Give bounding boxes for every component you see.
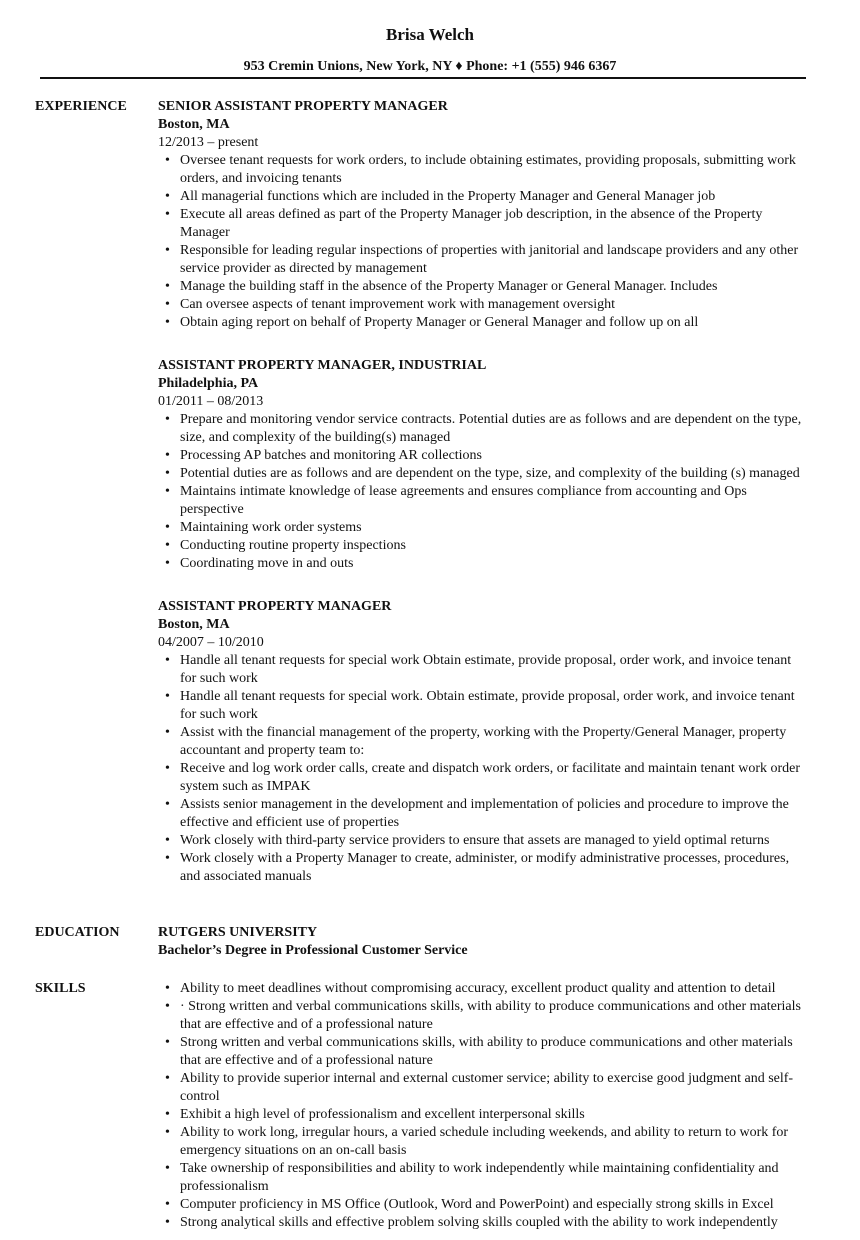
skill-item: • Strong analytical skills and effective problem solving skills coupled with the ability to work independently <box>180 1214 810 1232</box>
job-bullets <box>158 152 810 332</box>
experience-section <box>0 98 860 911</box>
contact-line: 953 Cremin Unions, New York, NY ♦ Phone: +1 (555) 946 6367 <box>243 59 617 74</box>
skill-item: • Ability to meet deadlines without compromising accuracy, excellent product quality and attention to detail <box>180 980 810 998</box>
job-entry <box>158 598 810 886</box>
section-label: SKILLS <box>35 981 86 996</box>
skill-item: • · Strong written and verbal communications skills, with ability to produce communications and other materials that are effective and of a professional nature <box>180 998 810 1034</box>
bullet-item: • Manage the building staff in the absence of the Property Manager or General Manager. Includes <box>180 278 810 296</box>
bullet-item: • Can oversee aspects of tenant improvement work with management oversight <box>180 296 810 314</box>
bullet-item: • Handle all tenant requests for special work. Obtain estimate, provide proposal, order work, and invoice tenant for such work <box>180 688 810 724</box>
skill-item: • Exhibit a high level of professionalism and excellent interpersonal skills <box>180 1106 810 1124</box>
bullet-item: • Assists senior management in the development and implementation of policies and procedure to improve the effective and efficient use of properties <box>180 796 810 832</box>
bullet-item: • Obtain aging report on behalf of Property Manager or General Manager and follow up on all <box>180 314 810 332</box>
job-location: Philadelphia, PA <box>158 376 259 391</box>
skill-item: • Ability to work long, irregular hours, a varied schedule including weekends, and ability to return to work for emergency situations on an on-call basis <box>180 1124 810 1160</box>
skill-item: • Ability to provide superior internal and external customer service; ability to exercise good judgment and self-control <box>180 1070 810 1106</box>
bullet-item: • Work closely with third-party service providers to ensure that assets are managed to yield optimal returns <box>180 832 810 850</box>
bullet-item: • Responsible for leading regular inspections of properties with janitorial and landscape providers and any other service provider as directed by management <box>180 242 810 278</box>
skills-section <box>0 980 860 1232</box>
bullet-item: • Coordinating move in and outs <box>180 555 810 573</box>
bullet-item: • Maintains intimate knowledge of lease agreements and ensures compliance from accounting and Ops perspective <box>180 483 810 519</box>
job-bullets <box>158 411 810 573</box>
bullet-item: • Assist with the financial management of the property, working with the Property/General Manager, property accountant and property team to: <box>180 724 810 760</box>
education-section <box>0 924 860 960</box>
bullet-item: • All managerial functions which are included in the Property Manager and General Manager job <box>180 188 810 206</box>
bullet-item: • Maintaining work order systems <box>180 519 810 537</box>
bullet-item: • Prepare and monitoring vendor service contracts. Potential duties are as follows and are dependent on the type, size, and complexity of the building(s) managed <box>180 411 810 447</box>
job-entry <box>158 357 810 573</box>
degree: Bachelor’s Degree in Professional Customer Service <box>158 943 468 958</box>
bullet-item: • Conducting routine property inspections <box>180 537 810 555</box>
bullet-item: • Potential duties are as follows and are dependent on the type, size, and complexity of the building (s) managed <box>180 465 810 483</box>
job-dates: 12/2013 – present <box>158 135 259 150</box>
job-title: SENIOR ASSISTANT PROPERTY MANAGER <box>158 99 448 114</box>
job-dates: 04/2007 – 10/2010 <box>158 635 264 650</box>
header-divider <box>40 77 806 79</box>
job-title: ASSISTANT PROPERTY MANAGER <box>158 599 392 614</box>
job-dates: 01/2011 – 08/2013 <box>158 394 264 409</box>
bullet-item: • Oversee tenant requests for work orders, to include obtaining estimates, providing proposals, submitting work orders, and invoicing tenants <box>180 152 810 188</box>
job-location: Boston, MA <box>158 617 230 632</box>
bullet-item: • Processing AP batches and monitoring AR collections <box>180 447 810 465</box>
section-label: EDUCATION <box>35 925 120 940</box>
job-location: Boston, MA <box>158 117 230 132</box>
skill-item: • Strong written and verbal communications skills, with ability to produce communications and other materials that are effective and of a professional nature <box>180 1034 810 1070</box>
job-bullets <box>158 652 810 886</box>
bullet-item: • Execute all areas defined as part of the Property Manager job description, in the absence of the Property Manager <box>180 206 810 242</box>
bullet-item: • Work closely with a Property Manager to create, administer, or modify administrative processes, procedures, and associated manuals <box>180 850 810 886</box>
job-entry <box>158 98 810 332</box>
section-label: EXPERIENCE <box>35 99 127 114</box>
skill-item: • Computer proficiency in MS Office (Outlook, Word and PowerPoint) and especially strong skills in Excel <box>180 1196 810 1214</box>
bullet-item: • Handle all tenant requests for special work Obtain estimate, provide proposal, order work, and invoice tenant for such work <box>180 652 810 688</box>
skill-item: • Take ownership of responsibilities and ability to work independently while maintaining confidentiality and professionalism <box>180 1160 810 1196</box>
school-name: RUTGERS UNIVERSITY <box>158 925 318 940</box>
bullet-item: • Receive and log work order calls, create and dispatch work orders, or facilitate and maintain tenant work order system such as IMPAK <box>180 760 810 796</box>
job-title: ASSISTANT PROPERTY MANAGER, INDUSTRIAL <box>158 358 487 373</box>
resume-name: Brisa Welch <box>386 25 474 44</box>
